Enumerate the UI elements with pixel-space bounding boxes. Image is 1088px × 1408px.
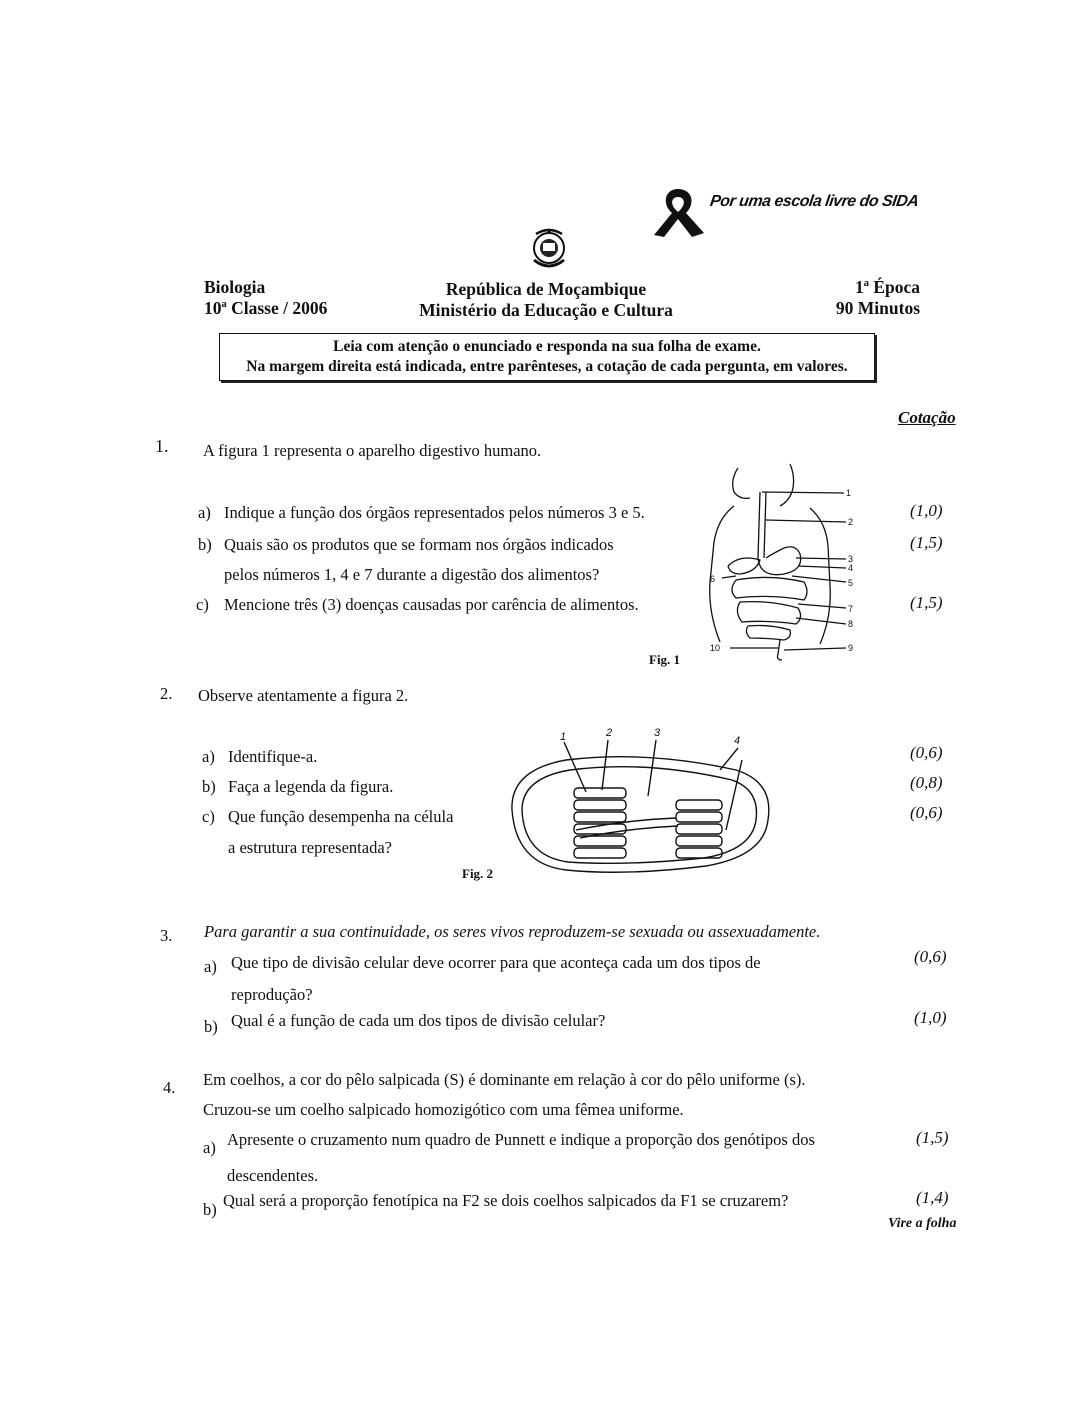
q4a-points: (1,5) — [916, 1128, 949, 1147]
q2c-text-2: a estrutura representada? — [228, 838, 392, 857]
q2b-points: (0,8) — [910, 773, 943, 792]
q1c-letter: c) — [196, 595, 209, 614]
q2b-letter: b) — [202, 777, 216, 796]
q1b-points: (1,5) — [910, 533, 943, 552]
q3a-points: (0,6) — [914, 947, 947, 966]
q3b-text: Qual é a função de cada um dos tipos de divisão celular? — [231, 1011, 606, 1030]
fig2-label-2: 2 — [606, 727, 613, 739]
question-3-number: 3. — [160, 926, 173, 945]
fig1-label-10: 10 — [710, 643, 721, 653]
q1b-letter: b) — [198, 535, 212, 554]
question-1-text: A figura 1 representa o aparelho digestivo humano. — [203, 441, 542, 460]
campaign-slogan: Por uma escola livre do SIDA — [708, 193, 920, 210]
turn-page-note: Vire a folha — [888, 1216, 957, 1231]
q3b-letter: b) — [204, 1017, 218, 1036]
question-4-text-2: Cruzou-se um coelho salpicado homozigótico com uma fêmea uniforme. — [203, 1100, 684, 1119]
q4b-text: Qual será a proporção fenotípica na F2 se dois coelhos salpicados da F1 se cruzarem? — [223, 1191, 789, 1210]
q1c-text: Mencione três (3) doenças causadas por carência de alimentos. — [224, 595, 639, 614]
exam-duration: 90 Minutos — [835, 298, 920, 318]
fig1-label-2: 2 — [848, 517, 854, 527]
figure-2-chloroplast — [506, 720, 776, 880]
q1b-text: Quais são os produtos que se formam nos órgãos indicados — [224, 535, 614, 554]
q3b-points: (1,0) — [914, 1008, 947, 1027]
question-2-text: Observe atentamente a figura 2. — [198, 686, 409, 705]
fig1-label-1: 1 — [846, 488, 852, 498]
q4a-letter: a) — [203, 1138, 216, 1157]
q2a-text: Identifique-a. — [228, 747, 318, 766]
q3a-letter: a) — [204, 957, 217, 976]
figure-1-caption: Fig. 1 — [649, 652, 681, 667]
ministry: Ministério da Educação e Cultura — [419, 300, 673, 320]
q1a-points: (1,0) — [910, 501, 943, 520]
q2a-points: (0,6) — [910, 743, 943, 762]
instructions-line-1: Leia com atenção o enunciado e responda na sua folha de exame. — [333, 338, 761, 355]
question-4-text: Em coelhos, a cor do pêlo salpicada (S) é dominante em relação à cor do pêlo uniforme (s). — [203, 1070, 806, 1089]
q2c-letter: c) — [202, 807, 215, 826]
grade-year: 10ª Classe / 2006 — [204, 298, 328, 318]
fig1-label-7: 7 — [848, 604, 854, 614]
q4b-letter: b) — [203, 1200, 217, 1219]
question-3-text: Para garantir a sua continuidade, os seres vivos reproduzem-se sexuada ou assexuadamente. — [204, 922, 821, 941]
q3a-text-2: reprodução? — [231, 985, 313, 1004]
fig1-label-9: 9 — [848, 643, 854, 653]
q4a-text: Apresente o cruzamento num quadro de Punnett e indique a proporção dos genótipos dos — [227, 1130, 815, 1149]
q2a-letter: a) — [202, 747, 215, 766]
fig2-label-4: 4 — [734, 735, 741, 747]
fig2-label-3: 3 — [654, 727, 661, 739]
q2c-points: (0,6) — [910, 803, 943, 822]
subject: Biologia — [204, 277, 266, 297]
fig2-label-1: 1 — [560, 731, 567, 743]
fig1-label-4: 4 — [848, 563, 854, 573]
fig1-label-8: 8 — [848, 619, 854, 629]
ribbon-icon — [648, 185, 718, 240]
figure-2-caption: Fig. 2 — [462, 866, 494, 881]
exam-season: 1ª Época — [854, 277, 920, 297]
q1b-text-2: pelos números 1, 4 e 7 durante a digestão dos alimentos? — [224, 565, 600, 584]
country: República de Moçambique — [445, 279, 647, 299]
instructions-line-2: Na margem direita está indicada, entre parênteses, a cotação de cada pergunta, em valores. — [246, 358, 848, 375]
q1a-letter: a) — [198, 503, 211, 522]
instructions-box — [219, 333, 875, 381]
q2c-text: Que função desempenha na célula — [228, 807, 454, 826]
coat-of-arms-icon — [528, 226, 570, 272]
question-2-number: 2. — [160, 684, 173, 703]
q4b-points: (1,4) — [916, 1188, 949, 1207]
cotacao-heading: Cotação — [898, 408, 956, 427]
fig1-label-5: 5 — [848, 578, 854, 588]
q3a-text: Que tipo de divisão celular deve ocorrer para que aconteça cada um dos tipos de — [231, 953, 761, 972]
q4a-text-2: descendentes. — [227, 1166, 319, 1185]
fig1-label-6: 6 — [710, 574, 716, 584]
fig1-label-3: 3 — [848, 554, 854, 564]
q1a-text: Indique a função dos órgãos representados pelos números 3 e 5. — [224, 503, 645, 522]
figure-1-digestive-system — [700, 462, 870, 672]
q2b-text: Faça a legenda da figura. — [228, 777, 394, 796]
question-1-number: 1. — [155, 436, 169, 456]
q1c-points: (1,5) — [910, 593, 943, 612]
question-4-number: 4. — [163, 1078, 176, 1097]
